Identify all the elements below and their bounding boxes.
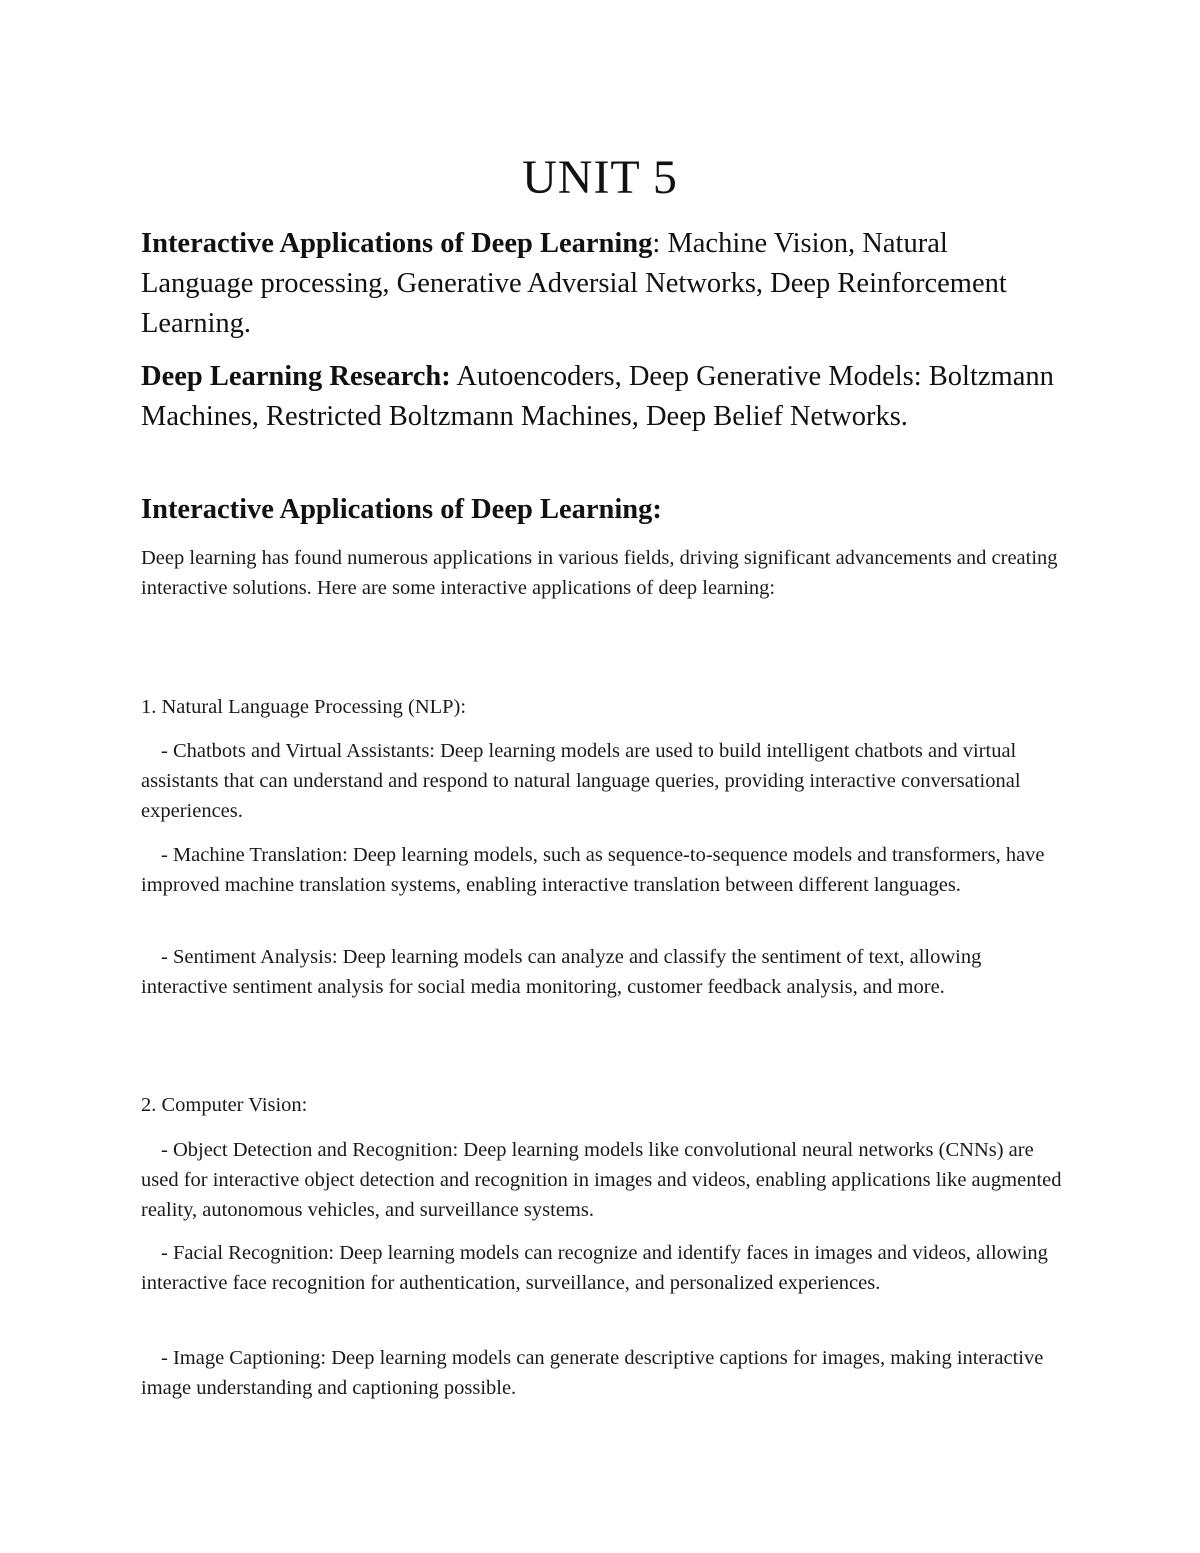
syllabus-heading: Interactive Applications of Deep Learning	[141, 228, 653, 259]
syllabus-text: Autoencoders, Deep Generative Models: Boltzmann Machines, Restricted Boltzmann Machines, Deep Belief Networks.	[141, 361, 1054, 432]
section-heading-separator: :	[652, 494, 662, 525]
page-title: UNIT 5	[522, 151, 678, 204]
section-heading	[141, 490, 1061, 530]
syllabus-line-research	[141, 357, 1061, 437]
list-item: - Sentiment Analysis: Deep learning models can analyze and classify the sentiment of text, allowing interactive sentiment analysis for social media monitoring, customer feedback analysis, and more.	[141, 946, 982, 998]
list-item: - Facial Recognition: Deep learning models can recognize and identify faces in images and videos, allowing interactive face recognition for authentication, surveillance, and personalized experiences.	[141, 1242, 1048, 1294]
list-item: - Chatbots and Virtual Assistants: Deep learning models are used to build intelligent chatbots and virtual assistants that can understand and respond to natural language queries, providing interactive conversational experiences.	[141, 740, 1021, 822]
list-item: - Machine Translation: Deep learning models, such as sequence-to-sequence models and transformers, have improved machine translation systems, enabling interactive translation between different languages.	[141, 844, 1045, 896]
syllabus-text: Machine Vision, Natural Language processing, Generative Adversial Networks, Deep Reinforcement Learning.	[141, 228, 1007, 339]
list-item: - Image Captioning: Deep learning models can generate descriptive captions for images, making interactive image understanding and captioning possible.	[141, 1347, 1044, 1399]
topic-heading-computer-vision: 2. Computer Vision:	[141, 1094, 308, 1116]
syllabus-separator: :	[652, 228, 661, 259]
syllabus-heading: Deep Learning Research:	[141, 361, 451, 392]
topic-heading-nlp: 1. Natural Language Processing (NLP):	[141, 696, 467, 718]
syllabus-line-applications	[141, 224, 1061, 344]
list-item: - Object Detection and Recognition: Deep learning models like convolutional neural networks (CNNs) are used for interactive object detection and recognition in images and videos, enabling applications like augmented reality, autonomous vehicles, and surveillance systems.	[141, 1139, 1062, 1221]
section-heading-text: Interactive Applications of Deep Learning	[141, 494, 653, 525]
intro-paragraph: Deep learning has found numerous applications in various fields, driving significant advancements and creating interactive solutions. Here are some interactive applications of deep learning:	[141, 547, 1058, 599]
